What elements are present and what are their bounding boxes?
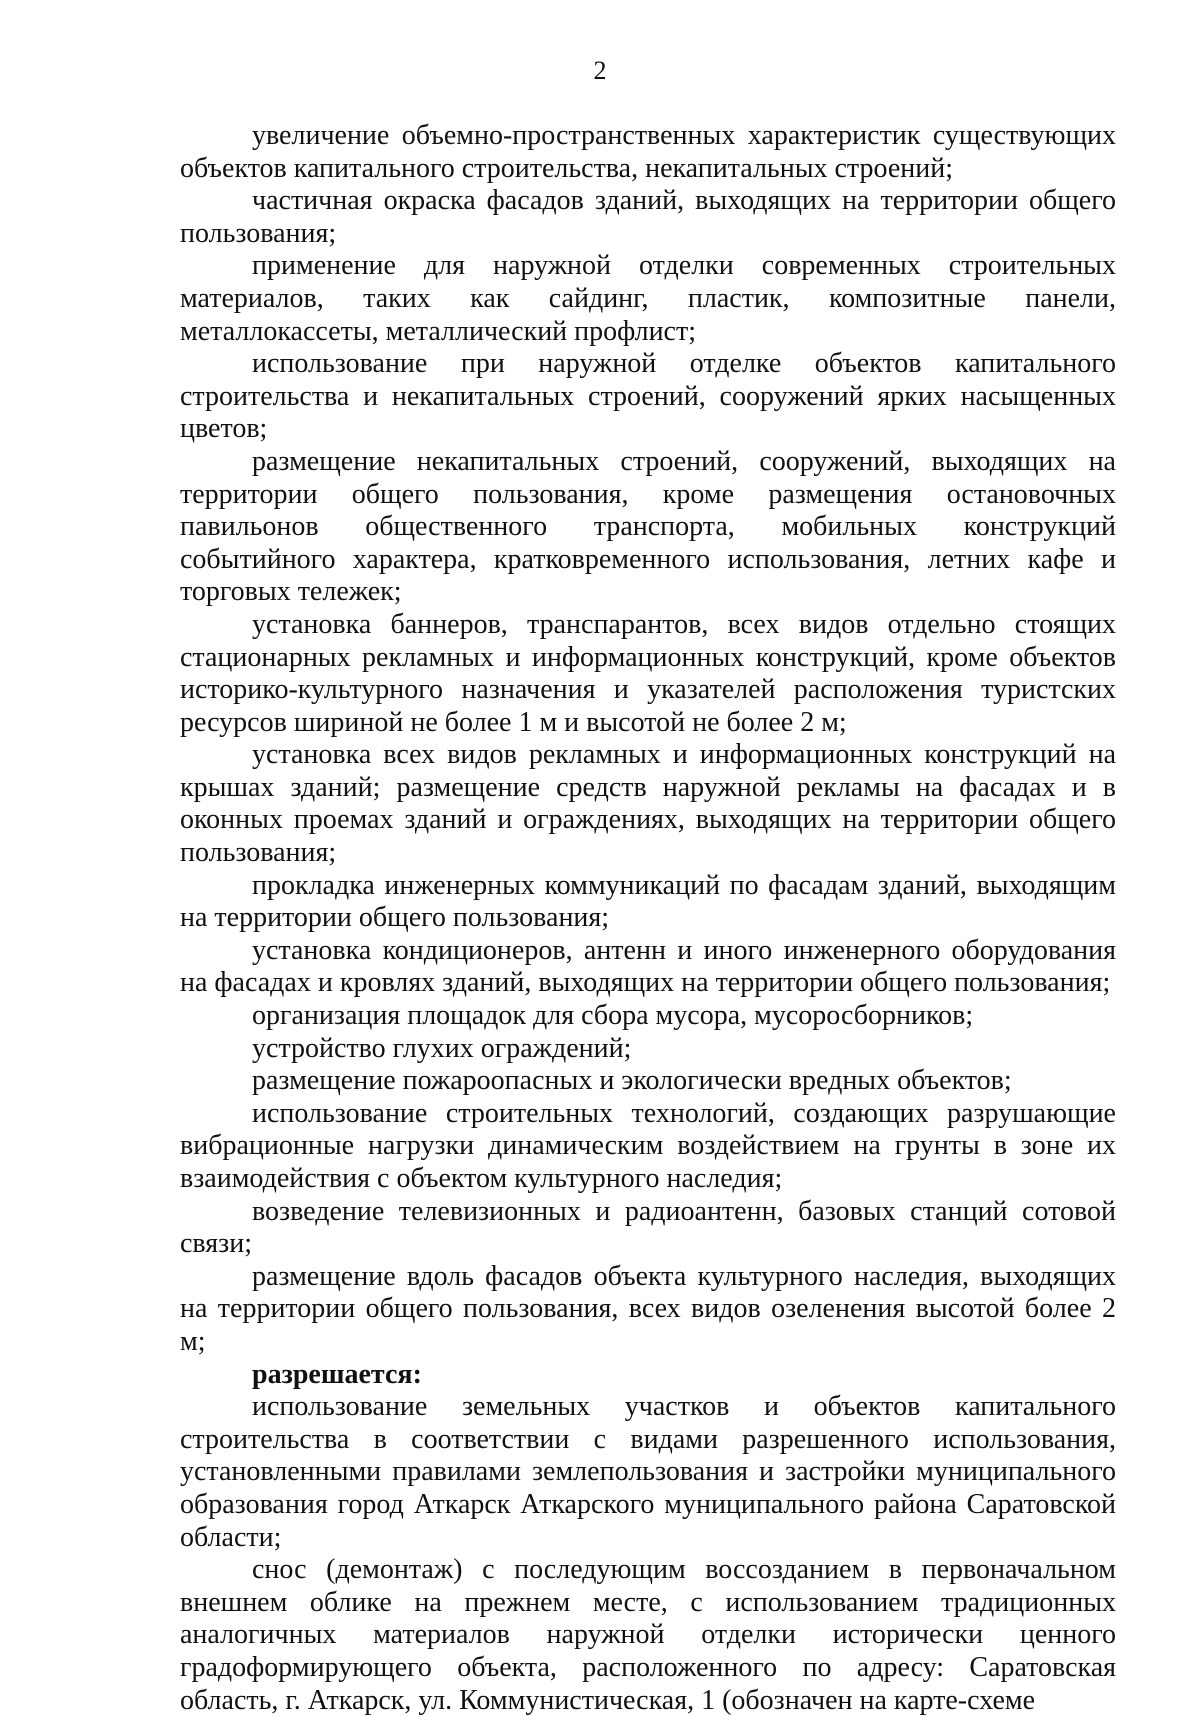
paragraph-vibration-technologies: использование строительных технологий, создающих разрушающие вибрационные нагрузки динамическим воздействием на грунты в зоне их взаимодействия с объектом культурного наследия; bbox=[180, 1097, 1116, 1194]
paragraph-solid-fences: устройство глухих ограждений; bbox=[252, 1032, 632, 1064]
paragraph-banners: установка баннеров, транспарантов, всех видов отдельно стоящих стационарных рекламных и информационных конструкций, кроме объектов историко-культурного назначения и указателей расположения туристских ресурсов шириной не более 1 м и высотой не более 2 м; bbox=[180, 608, 1116, 738]
paragraph-greenery: размещение вдоль фасадов объекта культурного наследия, выходящих на территории общего пользования, всех видов озеленения высотой более 2 м; bbox=[180, 1260, 1116, 1357]
paragraph-bright-colors: использование при наружной отделке объектов капитального строительства и некапитальных строений, сооружений ярких насыщенных цветов; bbox=[180, 348, 1116, 445]
paragraph-modern-materials: применение для наружной отделки современных строительных материалов, таких как сайдинг, пластик, композитные панели, металлокассеты, металлический профлист; bbox=[180, 250, 1116, 347]
document-body bbox=[180, 120, 1116, 1717]
paragraph-demolition-reconstruction: снос (демонтаж) с последующим воссозданием в первоначальном внешнем облике на прежнем месте, с использованием традиционных аналогичных материалов наружной отделки исторически ценного градоформирующего объекта, расположенного по адресу: Саратовская область, г. Аткарск, ул. Коммунистическая, 1 (обозначен на карте-схеме bbox=[180, 1554, 1116, 1716]
paragraph-land-use: использование земельных участков и объектов капитального строительства в соответствии с видами разрешенного использования, установленными правилами землепользования и застройки муниципального образования город Аткарск Аткарского муниципального района Саратовской области; bbox=[180, 1391, 1116, 1553]
allowed-heading: разрешается: bbox=[252, 1358, 422, 1390]
page-number: 2 bbox=[593, 56, 607, 85]
paragraph-partial-painting: частичная окраска фасадов зданий, выходящих на территории общего пользования; bbox=[180, 185, 1116, 249]
paragraph-garbage-sites: организация площадок для сбора мусора, мусоросборников; bbox=[252, 1000, 974, 1032]
paragraph-antennas: возведение телевизионных и радиоантенн, базовых станций сотовой связи; bbox=[180, 1195, 1116, 1260]
paragraph-engineering-communications: прокладка инженерных коммуникаций по фасадам зданий, выходящим на территории общего пользования; bbox=[180, 869, 1116, 934]
paragraph-hazardous-objects: размещение пожароопасных и экологически вредных объектов; bbox=[252, 1065, 1012, 1097]
paragraph-volume-increase: увеличение объемно-пространственных характеристик существующих объектов капитального строительства, некапитальных строений; bbox=[180, 120, 1116, 184]
paragraph-air-conditioners: установка кондиционеров, антенн и иного инженерного оборудования на фасадах и кровлях зданий, выходящих на территории общего пользования; bbox=[180, 934, 1116, 999]
paragraph-roof-advertising: установка всех видов рекламных и информационных конструкций на крышах зданий; размещение средств наружной рекламы на фасадах и в оконных проемах зданий и ограждениях, выходящих на территории общего пользования; bbox=[180, 739, 1116, 869]
paragraph-non-capital-structures: размещение некапитальных строений, сооружений, выходящих на территории общего пользования, кроме размещения остановочных павильонов общественного транспорта, мобильных конструкций событийного характера, кратковременного использования, летних кафе и торговых тележек; bbox=[180, 445, 1116, 608]
